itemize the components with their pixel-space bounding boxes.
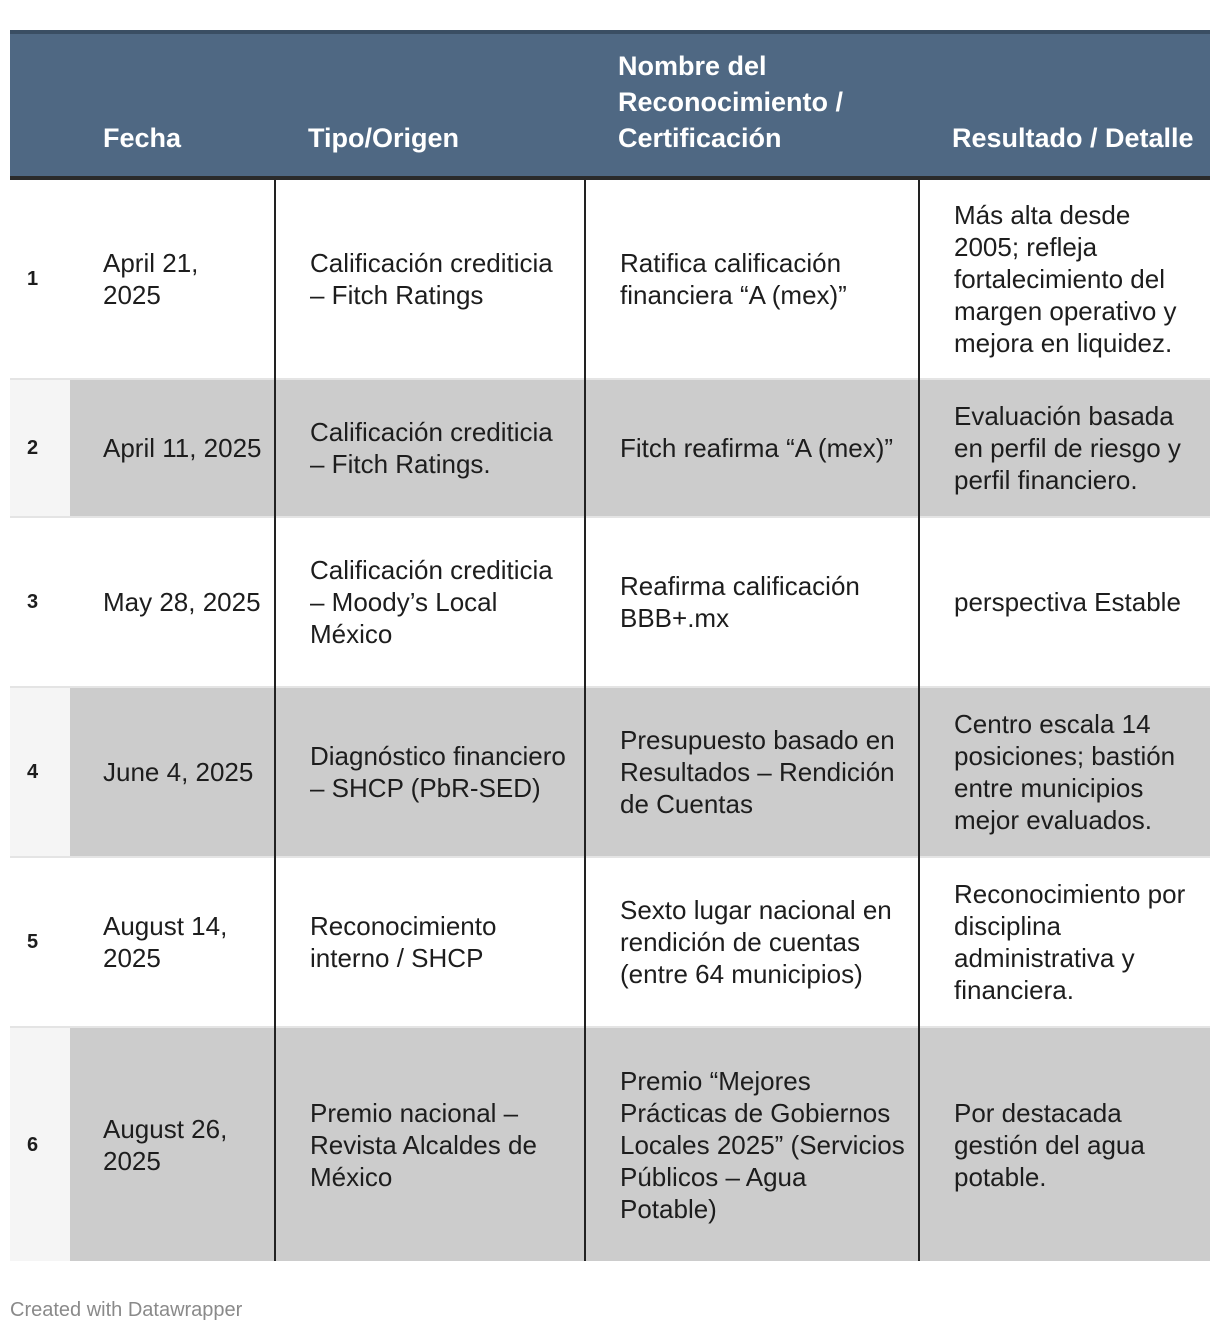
table-row <box>10 379 1210 517</box>
cell-nombre: Ratifica calificación financiera “A (mex)” <box>585 178 919 379</box>
cell-resultado: Más alta desde 2005; refleja fortalecimiento del margen operativo y mejora en liquidez. <box>919 178 1210 379</box>
cell-tipo: Calificación crediticia – Fitch Ratings <box>275 178 585 379</box>
cell-resultado: Por destacada gestión del agua potable. <box>919 1027 1210 1261</box>
cell-nombre: Fitch reafirma “A (mex)” <box>585 379 919 517</box>
table-row <box>10 687 1210 857</box>
table-body <box>10 178 1210 1261</box>
cell-resultado: Reconocimiento por disciplina administrativa y financiera. <box>919 857 1210 1027</box>
cell-tipo: Diagnóstico financiero – SHCP (PbR-SED) <box>275 687 585 857</box>
cell-fecha: April 11, 2025 <box>70 379 275 517</box>
cell-resultado: Centro escala 14 posiciones; bastión entre municipios mejor evaluados. <box>919 687 1210 857</box>
cell-fecha: June 4, 2025 <box>70 687 275 857</box>
datawrapper-credit[interactable]: Created with Datawrapper <box>10 1299 243 1321</box>
recognitions-table <box>10 30 1210 1261</box>
table-row <box>10 1027 1210 1261</box>
cell-nombre: Sexto lugar nacional en rendición de cuentas (entre 64 municipios) <box>585 857 919 1027</box>
table-header <box>10 32 1210 178</box>
row-number: 1 <box>10 178 70 379</box>
header-fecha: Fecha <box>70 32 275 178</box>
cell-fecha: April 21, 2025 <box>70 178 275 379</box>
table-row <box>10 178 1210 379</box>
cell-nombre: Presupuesto basado en Resultados – Rendición de Cuentas <box>585 687 919 857</box>
cell-tipo: Reconocimiento interno / SHCP <box>275 857 585 1027</box>
cell-fecha: August 14, 2025 <box>70 857 275 1027</box>
header-number <box>10 32 70 178</box>
cell-tipo: Calificación crediticia – Moody’s Local México <box>275 517 585 687</box>
data-table-container <box>10 30 1210 1261</box>
row-number: 5 <box>10 857 70 1027</box>
cell-resultado: Evaluación basada en perfil de riesgo y perfil financiero. <box>919 379 1210 517</box>
cell-tipo: Premio nacional – Revista Alcaldes de México <box>275 1027 585 1261</box>
row-number: 6 <box>10 1027 70 1261</box>
header-resultado: Resultado / Detalle <box>919 32 1210 178</box>
cell-nombre: Reafirma calificación BBB+.mx <box>585 517 919 687</box>
table-row <box>10 857 1210 1027</box>
row-number: 4 <box>10 687 70 857</box>
cell-nombre: Premio “Mejores Prácticas de Gobiernos Locales 2025” (Servicios Públicos – Agua Potable) <box>585 1027 919 1261</box>
header-tipo-origen: Tipo/Origen <box>275 32 585 178</box>
table-row <box>10 517 1210 687</box>
row-number: 2 <box>10 379 70 517</box>
cell-fecha: May 28, 2025 <box>70 517 275 687</box>
cell-fecha: August 26, 2025 <box>70 1027 275 1261</box>
header-row <box>10 32 1210 178</box>
header-nombre: Nombre del Reconocimiento / Certificación <box>585 32 919 178</box>
row-number: 3 <box>10 517 70 687</box>
cell-resultado: perspectiva Estable <box>919 517 1210 687</box>
cell-tipo: Calificación crediticia – Fitch Ratings. <box>275 379 585 517</box>
